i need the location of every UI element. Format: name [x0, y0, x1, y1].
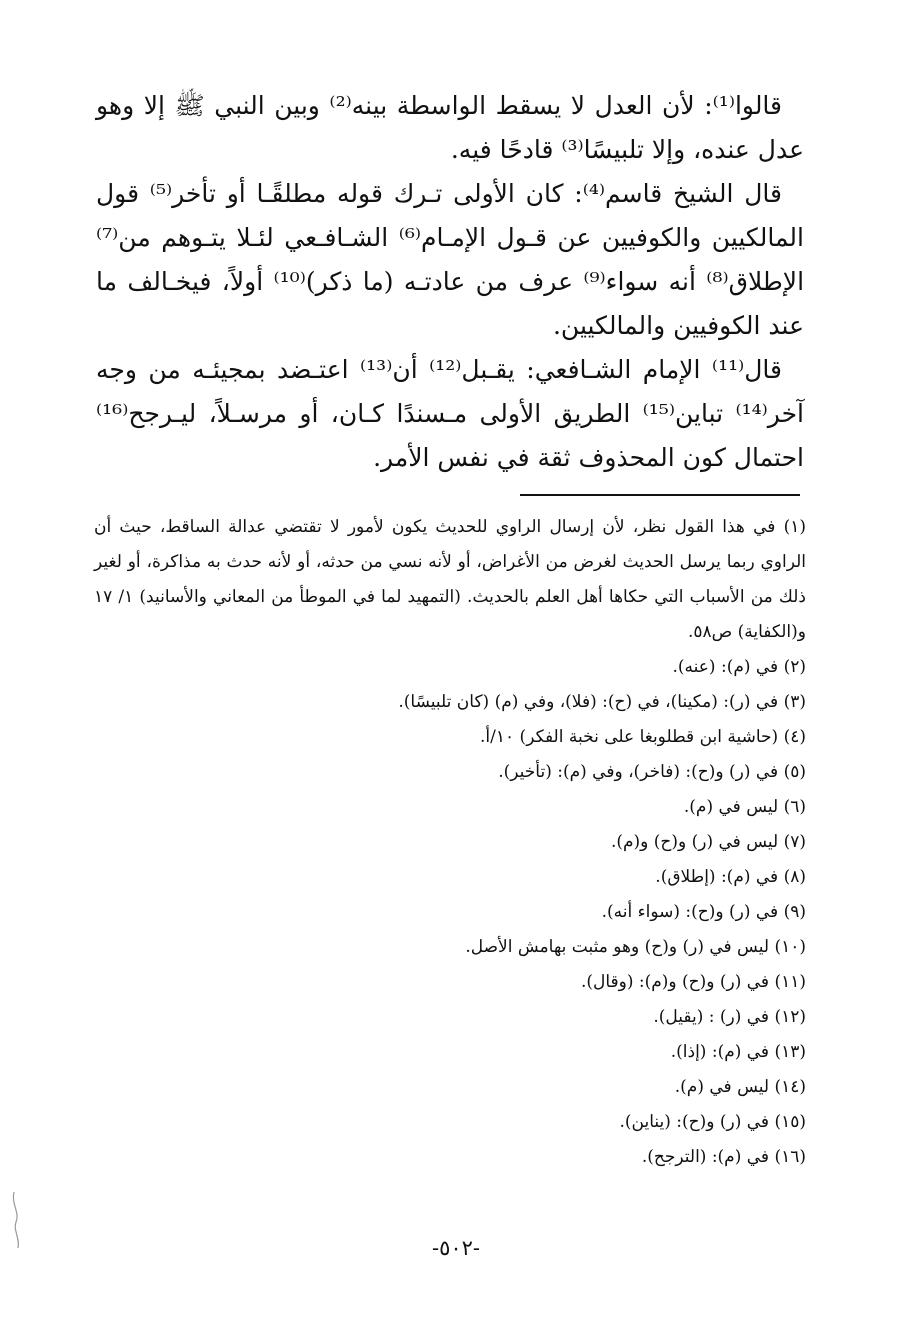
footnote-16: (١٦) في (م): (الترجح).: [641, 1147, 806, 1167]
footnote-15: (١٥) في (ر) و(ح): (يناين).: [619, 1112, 806, 1132]
footnotes: [94, 510, 806, 1175]
main-text: [96, 84, 804, 480]
footnote-12: (١٢) في (ر) : (يقيل).: [653, 1007, 806, 1027]
footnote-1: (١) في هذا القول نظر، لأن إرسال الراوي للحديث يكون لأمور لا تقتضي عدالة الساقط، حيث أن الراوي ربما يرسل الحديث لغرض من الأغراض، أو لأنه نسي من حدثه، أو لأنه حدث به مذاكرة، أو لغير ذلك من الأسباب التي حكاها أهل العلم بالحديث. (التمهيد لما في الموطأ من المعاني والأسانيد) ١/ ١٧ و(الكفاية) ص٥٨.: [94, 517, 806, 642]
footnote-3: (٣) في (ر): (مكينا)، في (ح): (فلا)، وفي (م) (كان تلبيسًا).: [398, 692, 806, 712]
footnote-10: (١٠) ليس في (ر) و(ح) وهو مثبت بهامش الأصل.: [465, 937, 806, 957]
footnote-5: (٥) في (ر) و(ح): (فاخر)، وفي (م): (تأخير).: [498, 762, 806, 782]
footnote-divider: [520, 494, 800, 496]
footnote-13: (١٣) في (م): (إذا).: [670, 1042, 806, 1062]
footnote-6: (٦) ليس في (م).: [683, 797, 806, 817]
main-paragraph-2: قال الشيخ قاسم⁽⁴⁾: كان الأولى تـرك قوله مطلقًـا أو تأخر⁽⁵⁾ قول المالكيين والكوفيين عن قـول الإمـام⁽⁶⁾ الشـافـعي لئـلا يتـوهم من⁽⁷⁾ الإطلاق⁽⁸⁾ أنه سواء⁽⁹⁾ عرف من عادتـه (ما ذكر)⁽¹⁰⁾ أولاً، فيخـالف ما عند الكوفيين والمالكيين.: [96, 179, 805, 340]
main-paragraph-1: قالوا⁽¹⁾: لأن العدل لا يسقط الواسطة بينه⁽²⁾ وبين النبي ﷺ إلا وهو عدل عنده، وإلا تلبيسًا⁽³⁾ قادحًا فيه.: [96, 91, 804, 164]
footnote-8: (٨) في (م): (إطلاق).: [655, 867, 806, 887]
main-paragraph-3: قال⁽¹¹⁾ الإمام الشـافعي: يقـبل⁽¹²⁾ أن⁽¹³⁾ اعتـضد بمجيئـه من وجه آخر⁽¹⁴⁾ تباين⁽¹⁵⁾ الطريق الأولى مـسندًا كـان، أو مرسـلاً، ليـرجح⁽¹⁶⁾ احتمال كون المحذوف ثقة في نفس الأمر.: [96, 355, 804, 472]
page-edge-mark: [8, 1190, 28, 1250]
footnote-9: (٩) في (ر) و(ح): (سواء أنه).: [601, 902, 806, 922]
footnote-4: (٤) (حاشية ابن قطلوبغا على نخبة الفكر) ١٠/أ.: [480, 727, 806, 747]
footnote-7: (٧) ليس في (ر) و(ح) و(م).: [610, 832, 806, 852]
footnote-2: (٢) في (م): (عنه).: [672, 657, 806, 677]
footnote-14: (١٤) ليس في (م).: [674, 1077, 806, 1097]
page-number: -٥٠٢-: [431, 1236, 481, 1260]
footnote-11: (١١) في (ر) و(ح) و(م): (وقال).: [580, 972, 806, 992]
